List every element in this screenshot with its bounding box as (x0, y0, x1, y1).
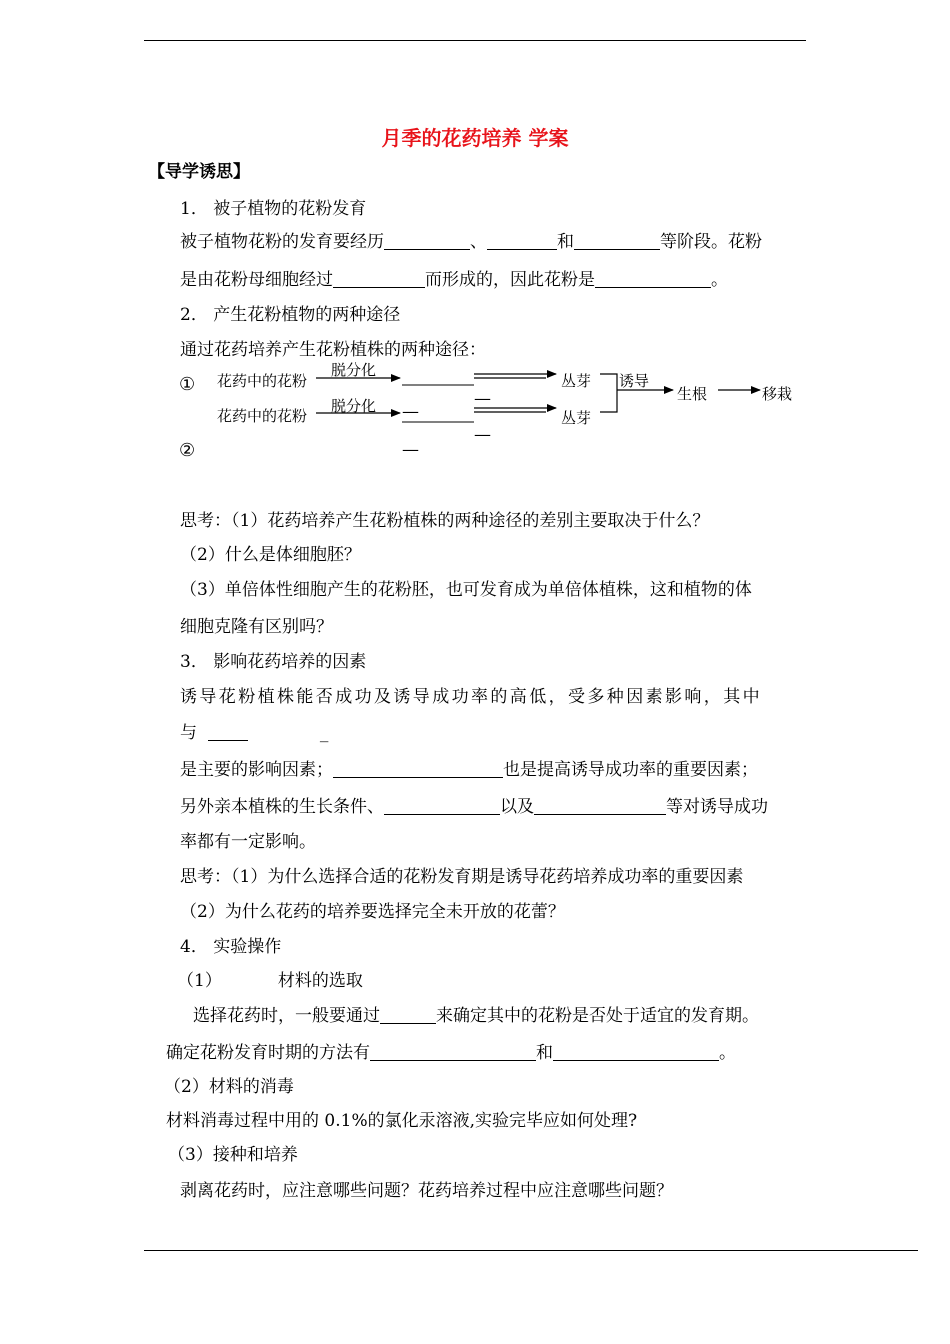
text: 和 (536, 1043, 553, 1063)
route-2-arrow-label: 脱分化 (331, 397, 377, 415)
s4-line1 (193, 1006, 759, 1026)
text: 和 (557, 232, 574, 252)
s1-heading: 1． 被子植物的花粉发育 (180, 199, 367, 219)
blank-dash: — (402, 402, 419, 422)
blank-dash: — (402, 440, 419, 460)
text: 。 (711, 270, 728, 290)
route-2-number: ② (179, 440, 196, 461)
s3-line5: 率都有一定影响。 (180, 832, 316, 852)
text: （1） (177, 971, 222, 991)
blank-dash: — (474, 389, 491, 409)
sprout-label-1: 丛芽 (561, 372, 592, 390)
s2-question-2: （2）什么是体细胞胚？ (180, 545, 361, 565)
s3-line1: 诱导花粉植株能否成功及诱导成功率的高低，受多种因素影响，其中 (180, 687, 762, 707)
text: 等阶段。花粉 (660, 232, 762, 252)
s2-question-3b: 细胞克隆有区别吗？ (180, 617, 333, 637)
s4-sub2: （2）材料的消毒 (164, 1077, 294, 1097)
fill-blank[interactable] (370, 1044, 536, 1061)
s3-line2 (180, 723, 328, 743)
text: _ (319, 723, 329, 743)
route-1-number: ① (179, 374, 196, 395)
text: 而形成的，因此花粉是 (425, 270, 595, 290)
text: 来确定其中的花粉是否处于适宜的发育期。 (436, 1006, 759, 1026)
text: 是主要的影响因素； (180, 760, 333, 780)
s2-intro: 通过花药培养产生花粉植株的两种途径： (180, 340, 486, 360)
s4-heading: 4． 实验操作 (180, 937, 282, 957)
root-label: 生根 (677, 385, 708, 403)
s2-question-1: 思考：（1）花药培养产生花粉植株的两种途径的差别主要取决于什么？ (180, 511, 710, 531)
s4-line2 (166, 1043, 736, 1063)
fill-blank[interactable] (553, 1044, 719, 1061)
text: 。 (719, 1043, 736, 1063)
route-1-arrow-label: 脱分化 (331, 361, 377, 379)
s3-heading: 3． 影响花药培养的因素 (180, 652, 367, 672)
fill-blank[interactable] (534, 798, 666, 815)
text: 确定花粉发育时期的方法有 (166, 1043, 370, 1063)
text: 另外亲本植株的生长条件、 (180, 797, 384, 817)
merge-bracket (600, 374, 617, 412)
s4-line3: 材料消毒过程中用的 0.1%的氯化汞溶液,实验完毕应如何处理? (166, 1111, 638, 1131)
s4-line4: 剥离花药时，应注意哪些问题？花药培养过程中应注意哪些问题？ (180, 1181, 673, 1201)
s2-question-3a: （3）单倍体性细胞产生的花粉胚，也可发育成为单倍体植株，这和植物的体 (180, 580, 752, 600)
text: 以及 (500, 797, 534, 817)
text: 等对诱导成功 (666, 797, 768, 817)
transplant-label: 移栽 (762, 385, 793, 403)
induce-label: 诱导 (619, 372, 650, 390)
route-2-start: 花药中的花粉 (217, 407, 308, 425)
route-1-start: 花药中的花粉 (217, 372, 308, 390)
s3-line4 (180, 797, 768, 817)
text: 选择花药时，一般要通过 (193, 1006, 380, 1026)
page-title: 月季的花药培养 学案 (381, 126, 569, 150)
fill-blank[interactable] (333, 761, 503, 778)
blank-dash: — (474, 425, 491, 445)
s4-sub1 (177, 971, 363, 991)
fill-blank[interactable] (208, 724, 248, 741)
s2-heading: 2． 产生花粉植物的两种途径 (180, 305, 401, 325)
s3-line3 (180, 760, 758, 780)
text: 材料的选取 (277, 971, 363, 991)
text: 也是提高诱导成功率的重要因素； (503, 760, 758, 780)
section-heading: 【导学诱思】 (148, 162, 250, 182)
text: 与 (180, 723, 197, 743)
s3-question-2: （2）为什么花药的培养要选择完全未开放的花蕾？ (180, 902, 565, 922)
bottom-rule (144, 1250, 918, 1251)
s3-question-1: 思考：（1）为什么选择合适的花粉发育期是诱导花药培养成功率的重要因素 (180, 867, 744, 887)
sprout-label-2: 丛芽 (561, 409, 592, 427)
text: 是由花粉母细胞经过 (180, 270, 333, 290)
fill-blank[interactable] (384, 798, 500, 815)
text: 、 (470, 232, 487, 252)
s4-sub3: （3）接种和培养 (168, 1145, 298, 1165)
text: 被子植物花粉的发育要经历 (180, 232, 384, 252)
fill-blank[interactable] (380, 1007, 436, 1024)
